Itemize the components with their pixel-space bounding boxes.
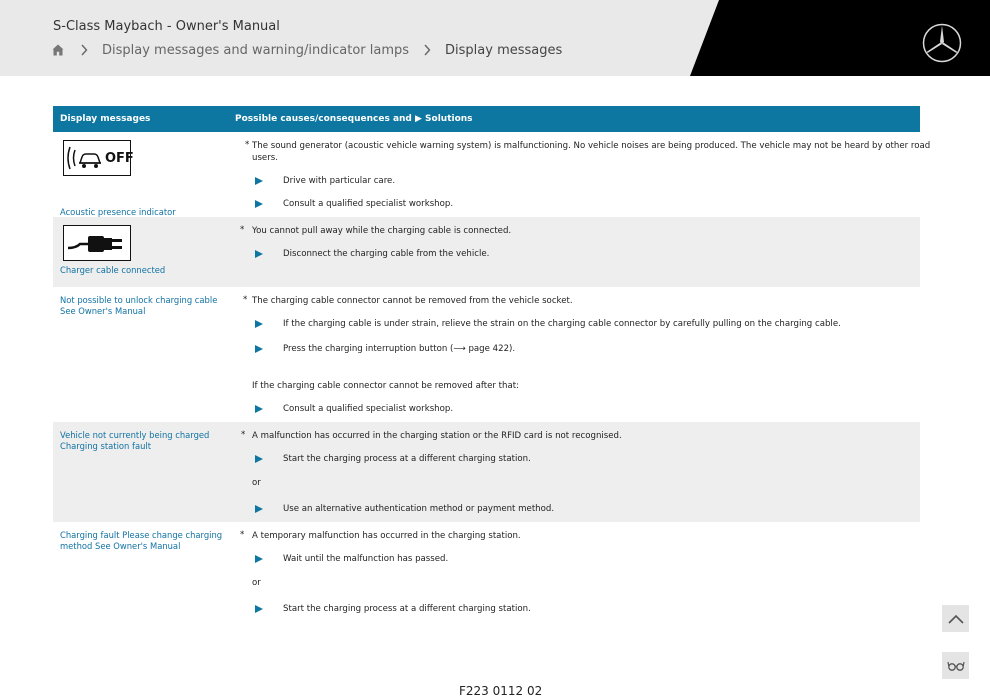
bullet-star: * <box>245 140 250 150</box>
solution-arrow-icon <box>255 555 263 563</box>
solution-arrow-icon <box>255 405 263 413</box>
solution-text: If the charging cable is under strain, relieve the strain on the charging cable connector by carefully pulling on the charging cable. <box>283 319 841 329</box>
charging-plug-icon <box>63 225 131 261</box>
message-label-line: Charging fault Please change charging <box>60 530 223 540</box>
see-owners-manual-link[interactable]: See Owner's Manual <box>60 306 146 316</box>
message-label-line: Not possible to unlock charging cable <box>60 295 218 305</box>
chevron-up-icon <box>948 614 964 624</box>
solution-arrow-icon <box>255 250 263 258</box>
solution-text: Start the charging process at a different charging station. <box>283 604 531 614</box>
or-text: or <box>252 478 261 488</box>
bullet-star: * <box>240 225 245 235</box>
solution-arrow-icon <box>255 177 263 185</box>
solution-text: Disconnect the charging cable from the vehicle. <box>283 249 490 259</box>
home-icon[interactable] <box>52 44 64 56</box>
table-row <box>53 217 920 287</box>
cause-text: A temporary malfunction has occurred in the charging station. <box>252 531 521 541</box>
table-row <box>53 522 920 632</box>
cause-text: A malfunction has occurred in the charging station or the RFID card is not recognised. <box>252 431 622 441</box>
message-label-charging-fault <box>60 530 225 552</box>
chevron-right-icon <box>423 44 431 56</box>
figure-code: F223 0112 02 <box>459 684 543 698</box>
solution-arrow-icon <box>255 605 263 613</box>
page-header <box>0 0 990 76</box>
breadcrumb-item-display-messages-lamps[interactable]: Display messages and warning/indicator lamps <box>102 42 410 58</box>
mercedes-star-logo-icon <box>922 23 962 63</box>
solution-arrow-icon <box>255 455 263 463</box>
solution-text: Use an alternative authentication method or payment method. <box>283 504 555 514</box>
chevron-right-icon <box>80 44 88 56</box>
solution-text: Consult a qualified specialist workshop. <box>283 199 454 209</box>
app-title: S-Class Maybach - Owner's Manual <box>53 19 280 34</box>
message-label-charger-connected: Charger cable connected <box>60 265 166 275</box>
solution-text: Wait until the malfunction has passed. <box>283 554 449 564</box>
reading-glasses-button[interactable] <box>942 652 969 679</box>
solution-text: Drive with particular care. <box>283 176 396 186</box>
bullet-star: * <box>240 530 245 540</box>
cause-text: The charging cable connector cannot be removed from the vehicle socket. <box>252 296 573 306</box>
cause-text: You cannot pull away while the charging cable is connected. <box>252 226 512 236</box>
solution-text: Consult a qualified specialist workshop. <box>283 404 454 414</box>
or-text: or <box>252 578 261 588</box>
breadcrumb <box>52 42 562 58</box>
solution-text-page-link[interactable]: Press the charging interruption button (⟶ page 422). <box>283 344 516 354</box>
table-row <box>53 422 920 522</box>
solution-arrow-icon <box>255 320 263 328</box>
bullet-star: * <box>243 295 248 305</box>
table-row <box>53 287 920 422</box>
table-row <box>53 132 931 217</box>
cause-text-cont: users. <box>252 153 278 163</box>
scroll-to-top-button[interactable] <box>942 605 969 632</box>
solution-arrow-icon <box>255 345 263 353</box>
bullet-star: * <box>241 430 246 440</box>
reading-glasses-icon <box>947 659 965 673</box>
message-label-unlock-cable <box>60 295 225 317</box>
column-header-causes-solutions: Possible causes/consequences and ▶ Solutions <box>235 114 473 124</box>
column-header-display-messages: Display messages <box>60 114 151 124</box>
display-messages-table <box>53 106 931 632</box>
message-label-line: Vehicle not currently being charged <box>60 430 210 440</box>
solution-arrow-icon <box>255 505 263 513</box>
message-label-not-charging <box>60 430 225 452</box>
breadcrumb-item-display-messages: Display messages <box>445 42 563 58</box>
solution-arrow-icon <box>255 200 263 208</box>
note-text: If the charging cable connector cannot be removed after that: <box>252 381 520 391</box>
table-header <box>53 106 920 132</box>
icon-off-text: OFF <box>105 151 134 166</box>
acoustic-off-icon <box>63 140 134 176</box>
see-owners-manual-link[interactable]: method See Owner's Manual <box>60 541 181 551</box>
solution-text: Start the charging process at a different charging station. <box>283 454 531 464</box>
message-label-line: Charging station fault <box>60 441 151 451</box>
cause-text: The sound generator (acoustic vehicle warning system) is malfunctioning. No vehicle noises are being produced. The vehicle may not be heard by other road <box>252 141 931 151</box>
message-label-acoustic: Acoustic presence indicator <box>60 207 176 217</box>
